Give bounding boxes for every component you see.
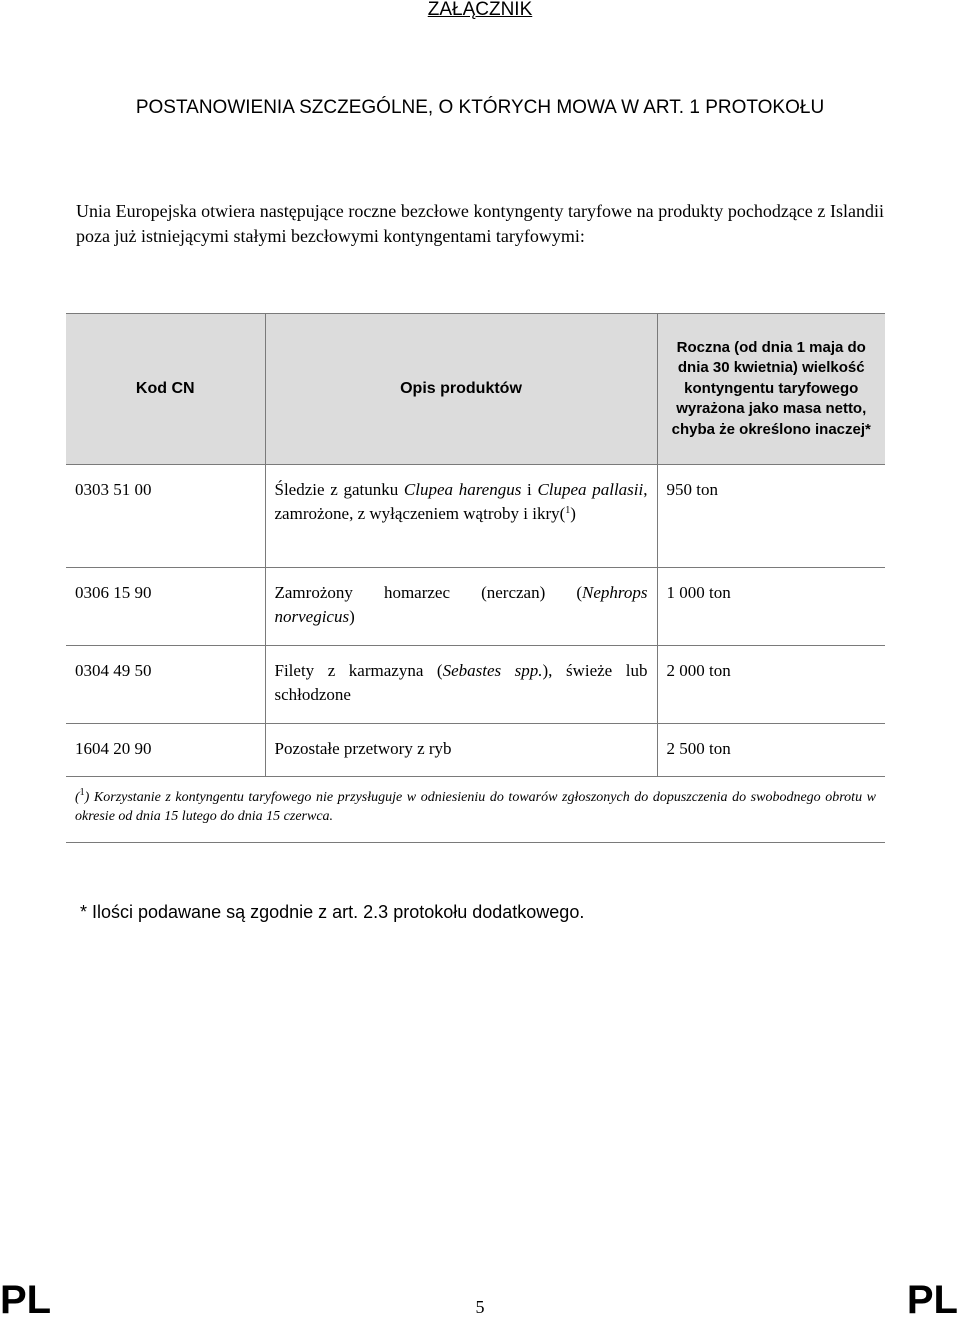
tariff-quota-table <box>66 313 885 843</box>
header-cn-code: Kod CN <box>66 314 265 465</box>
table-row <box>66 724 885 777</box>
table-row <box>66 465 885 568</box>
description-text: Zamrożony homarzec (nerczan) ( <box>274 583 582 602</box>
footnote-cell <box>66 777 885 843</box>
species-name: Clupea harengus <box>403 480 522 499</box>
description-cell <box>265 724 657 777</box>
cn-code-cell: 0306 15 90 <box>66 568 265 646</box>
cn-code-cell: 1604 20 90 <box>66 724 265 777</box>
description-text: ), świeże lub schłodzone <box>274 661 648 704</box>
cn-code-cell: 0303 51 00 <box>66 465 265 568</box>
description-text: Filety z karmazyna ( <box>274 661 443 680</box>
description-text: ) <box>570 504 576 523</box>
language-code-left: PL <box>0 1278 52 1322</box>
intro-line-1: Unia Europejska otwiera następujące roczne bezcłowe kontyngenty taryfowe na produkty <box>76 201 724 221</box>
table-header-row <box>66 314 885 465</box>
table-row <box>66 568 885 646</box>
page-number: 5 <box>475 1297 485 1317</box>
description-text: ) <box>349 607 355 626</box>
footnote-marker: 1 <box>79 787 85 798</box>
quota-cell: 2 000 ton <box>657 646 885 724</box>
species-name: Clupea pallasii <box>537 480 644 499</box>
header-quota: Roczna (od dnia 1 maja do dnia 30 kwietnia) wielkość kontyngentu taryfowego wyrażona jako masa netto, chyba że określono inaczej* <box>657 314 885 465</box>
header-description: Opis produktów <box>265 314 657 465</box>
footnote-text: ) Korzystanie z kontyngentu taryfowego nie przysługuje w odniesieniu do towarów zgłoszonych do dopuszczenia do swobodnego obrotu w okresie od dnia 15 lutego do dnia 15 czerwca. <box>75 790 876 824</box>
description-cell <box>265 568 657 646</box>
footnote-open: ( <box>75 790 80 805</box>
species-name: Sebastes spp. <box>442 661 543 680</box>
intro-paragraph <box>76 199 884 249</box>
quota-cell: 1 000 ton <box>657 568 885 646</box>
description-text: i <box>521 480 538 499</box>
description-text: Śledzie z gatunku <box>274 480 404 499</box>
language-code-right: PL <box>906 1278 958 1322</box>
intro-line-2: pochodzące z Islandii poza już istniejącymi stałymi bezcłowymi kontyngentami taryfowymi: <box>76 201 884 246</box>
document-heading: ZAŁĄCZNIK <box>427 0 533 20</box>
cn-code-cell: 0304 49 50 <box>66 646 265 724</box>
description-cell <box>265 465 657 568</box>
footnote-reference: 1 <box>565 505 571 516</box>
description-text: Pozostałe przetwory z ryb <box>274 739 452 758</box>
quota-cell: 950 ton <box>657 465 885 568</box>
document-subheading: POSTANOWIENIA SZCZEGÓLNE, O KTÓRYCH MOWA W ART. 1 PROTOKOŁU <box>135 97 825 118</box>
quota-cell: 2 500 ton <box>657 724 885 777</box>
quantities-note: * Ilości podawane są zgodnie z art. 2.3 protokołu dodatkowego. <box>80 902 585 922</box>
description-cell <box>265 646 657 724</box>
description-text: , zamrożone, z wyłączeniem wątroby i ikry( <box>274 480 648 523</box>
table-row <box>66 646 885 724</box>
species-name: Nephrops norvegicus <box>274 583 648 626</box>
table-footnote-row <box>66 777 885 843</box>
